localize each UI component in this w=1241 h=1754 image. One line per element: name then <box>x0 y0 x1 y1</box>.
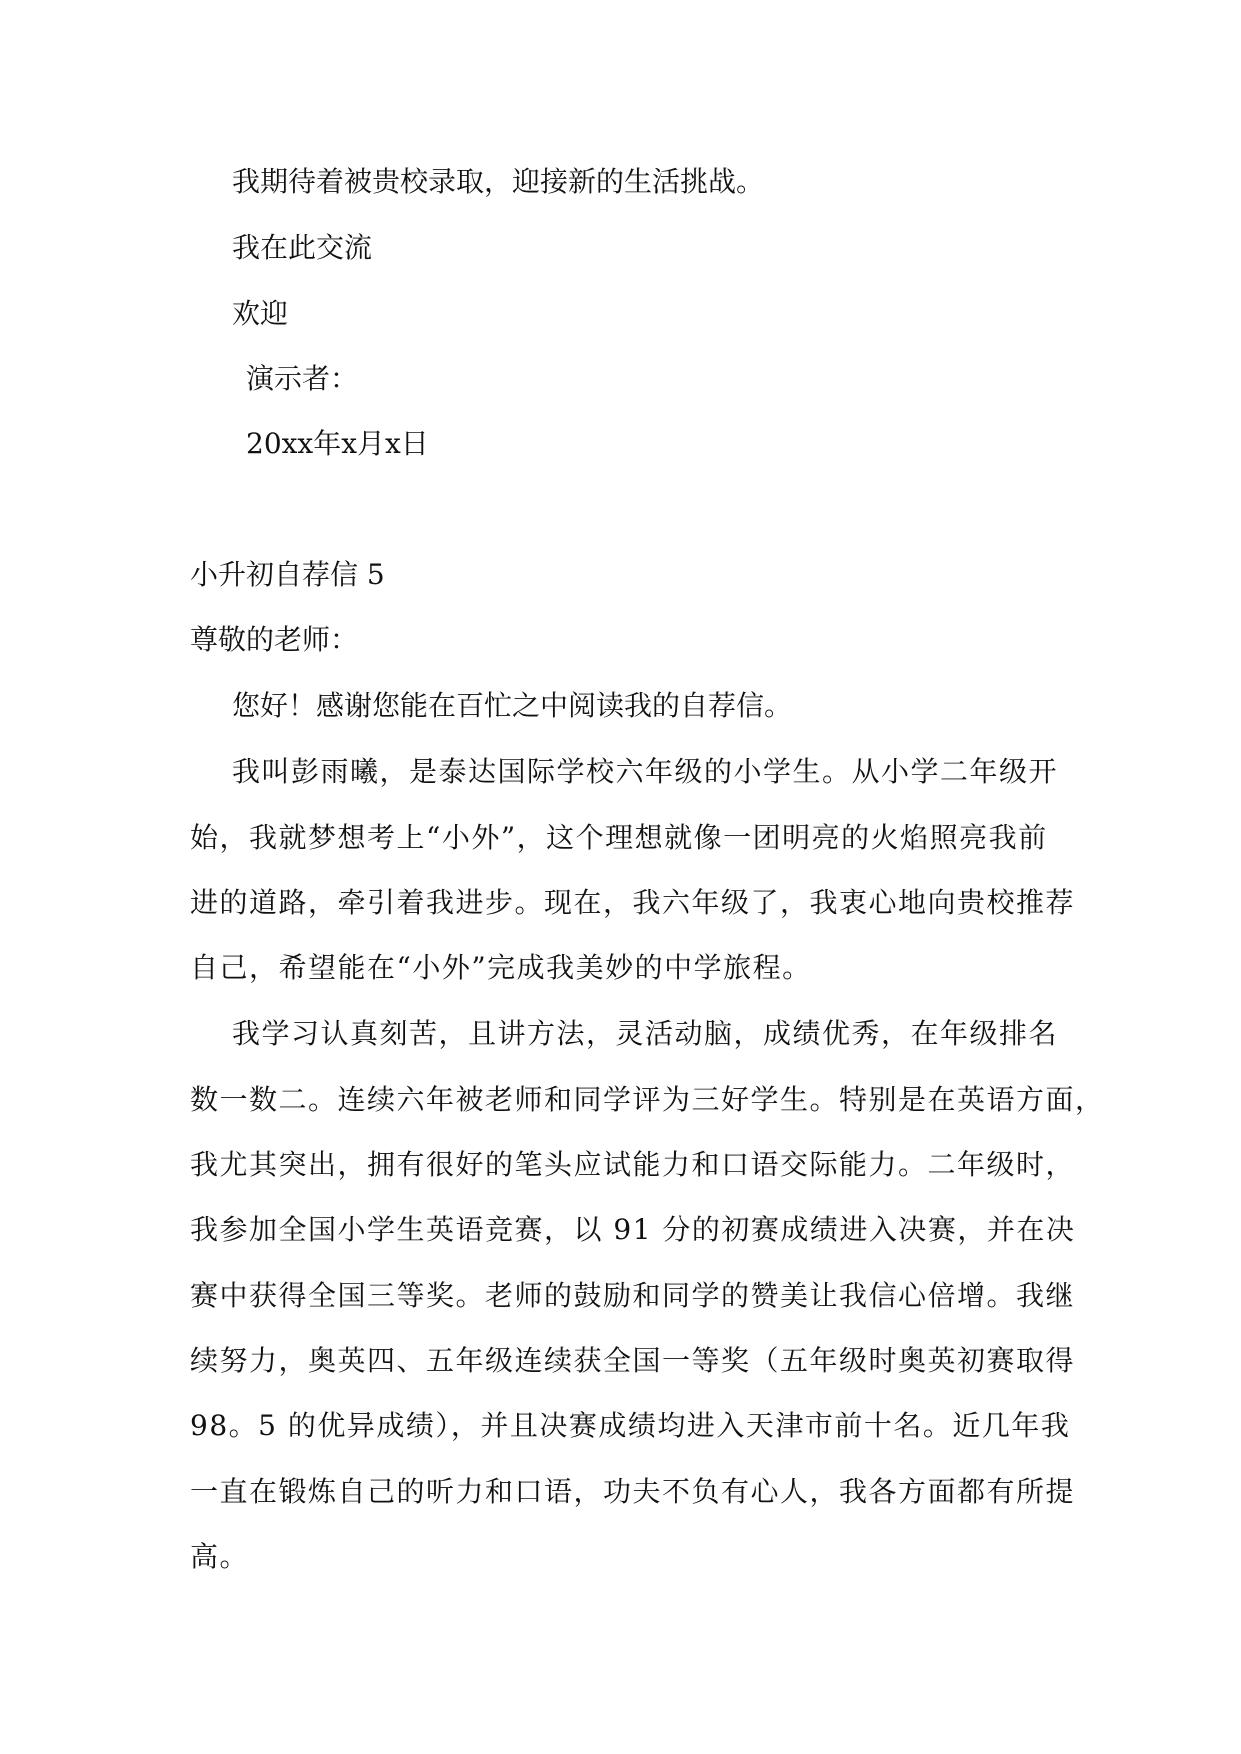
closing-line-1: 我期待着被贵校录取，迎接新的生活挑战。 <box>232 165 765 198</box>
presenter-label: 演示者： <box>246 362 359 395</box>
paragraph-line: 我学习认真刻苦，且讲方法，灵活动脑，成绩优秀，在年级排名 <box>232 1017 1059 1050</box>
closing-line-3: 欢迎 <box>232 297 289 330</box>
paragraph-line: 我叫彭雨曦，是泰达国际学校六年级的小学生。从小学二年级开 <box>232 755 1059 788</box>
paragraph-line: 高。 <box>190 1540 250 1573</box>
paragraph-line: 进的道路，牵引着我进步。现在，我六年级了，我衷心地向贵校推荐 <box>190 886 1076 919</box>
paragraph-line: 我参加全国小学生英语竞赛，以 91 分的初赛成绩进入决赛，并在决 <box>190 1213 1076 1246</box>
letter-title: 小升初自荐信 5 <box>190 558 385 591</box>
paragraph-line: 赛中获得全国三等奖。老师的鼓励和同学的赞美让我信心倍增。我继 <box>190 1279 1076 1312</box>
paragraph-line: 自己，希望能在“小外”完成我美妙的中学旅程。 <box>190 951 812 984</box>
letter-salutation: 尊敬的老师： <box>190 623 359 656</box>
paragraph-line: 一直在锻炼自己的听力和口语，功夫不负有心人，我各方面都有所提 <box>190 1475 1076 1508</box>
date-line: 20xx年x月x日 <box>246 427 429 460</box>
paragraph-line: 续努力，奥英四、五年级连续获全国一等奖（五年级时奥英初赛取得 <box>190 1344 1076 1377</box>
paragraph-line: 98。5 的优异成绩），并且决赛成绩均进入天津市前十名。近几年我 <box>190 1409 1071 1442</box>
letter-greeting: 您好！感谢您能在百忙之中阅读我的自荐信。 <box>232 689 793 722</box>
paragraph-line: 我尤其突出，拥有很好的笔头应试能力和口语交际能力。二年级时， <box>190 1148 1076 1181</box>
paragraph-line: 始，我就梦想考上“小外”，这个理想就像一团明亮的火焰照亮我前 <box>190 821 1048 854</box>
closing-line-2: 我在此交流 <box>232 231 373 264</box>
paragraph-line: 数一数二。连续六年被老师和同学评为三好学生。特别是在英语方面， <box>190 1083 1105 1116</box>
